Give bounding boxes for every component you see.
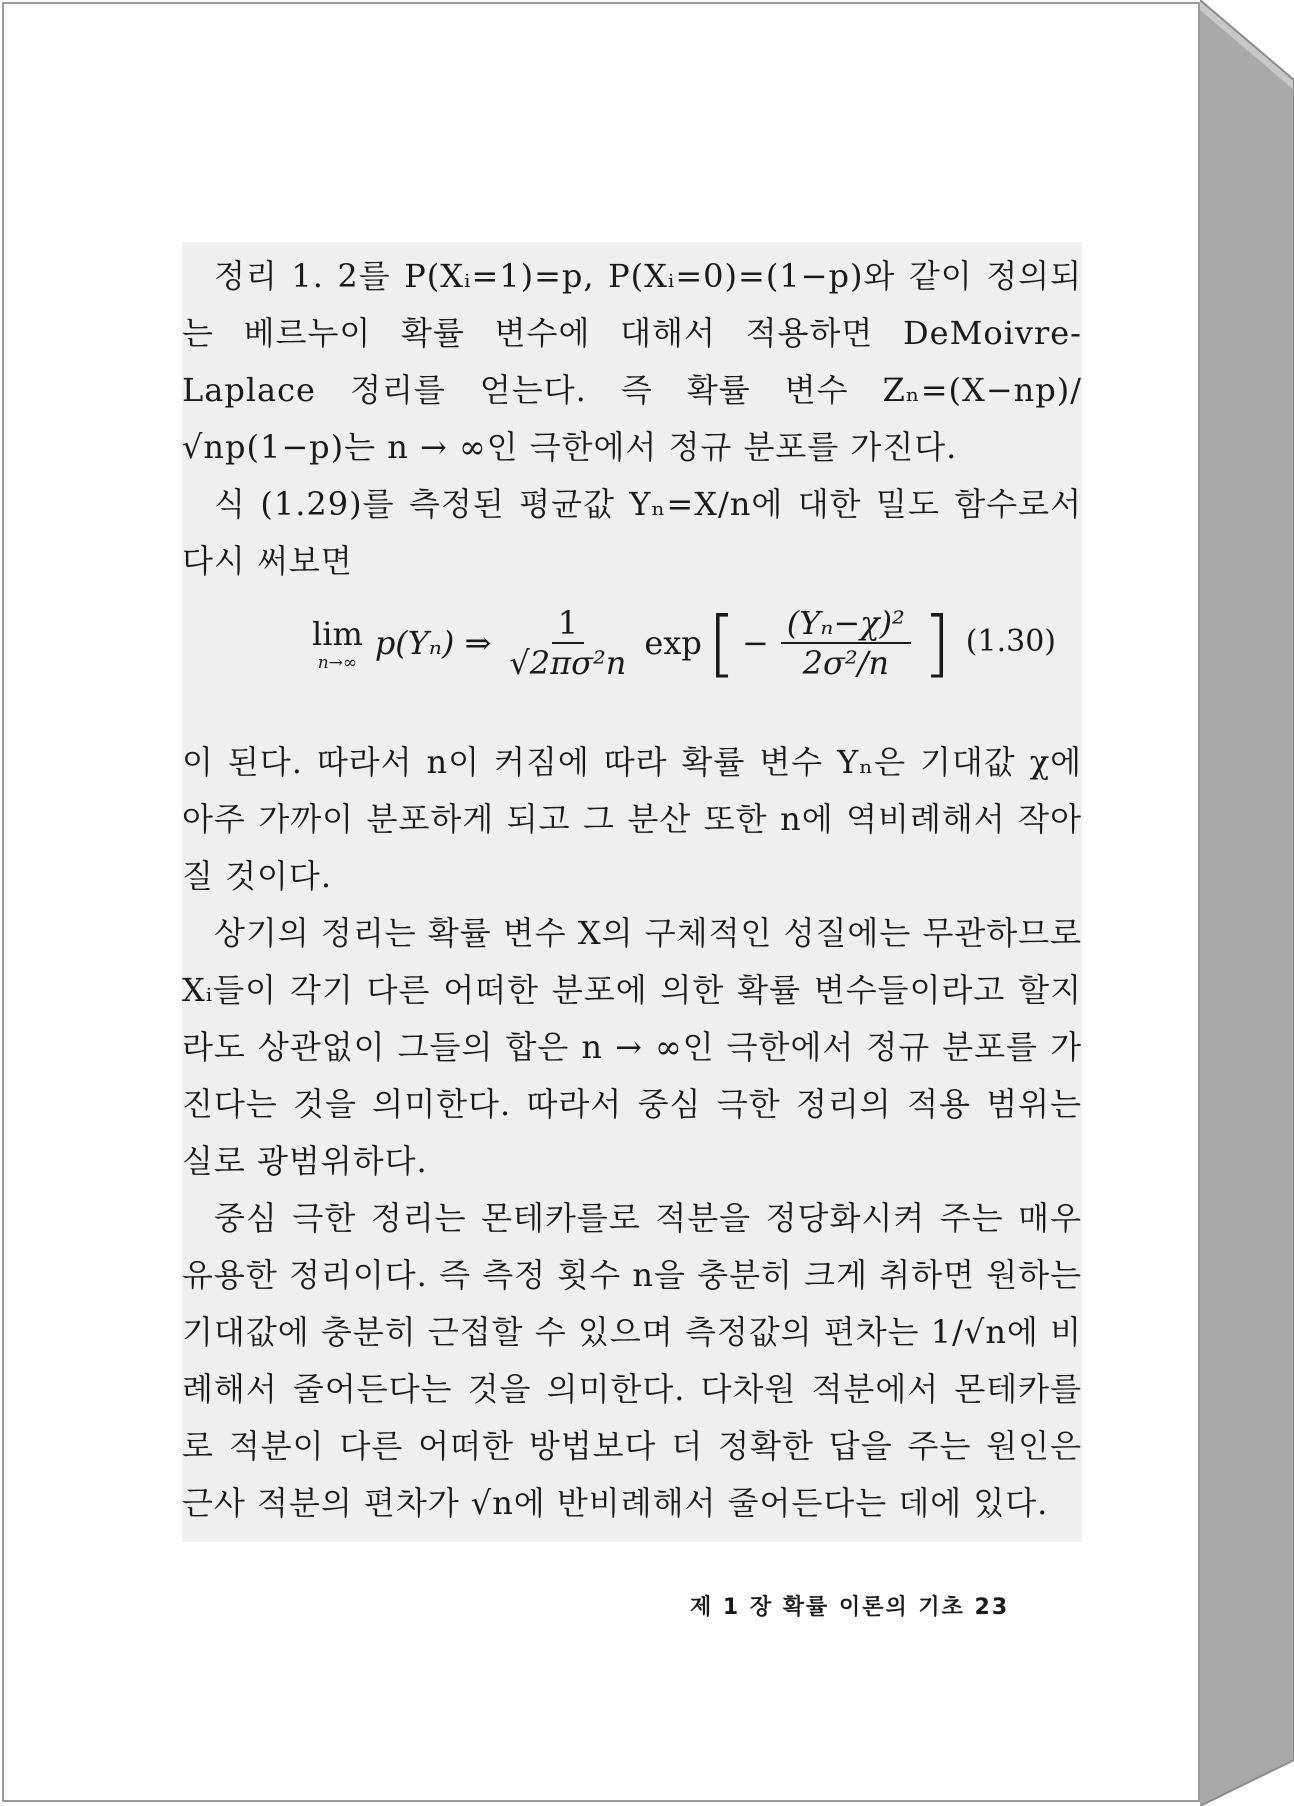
equation-body (312, 601, 951, 685)
paragraph-general-theorem: 상기의 정리는 확률 변수 X의 구체적인 성질에는 무관하므로 Xᵢ들이 각기 다른 어떠한 분포에 의한 확률 변수들이라고 할지라도 상관없이 그들의 합은 n → ∞인 극한에서 정규 분포를 가진다는 것을 의미한다. 따라서 중심 극한 정리의 적용 범위는 실로 광범위하다. (182, 914, 1082, 1180)
bracket-close: ] (922, 601, 951, 685)
page-footer: 제 1 장 확률 이론의 기초 23 (690, 1595, 1010, 1620)
paragraph-monte-carlo: 중심 극한 정리는 몬테카를로 적분을 정당화시켜 주는 매우 유용한 정리이다. 즉 측정 횟수 n을 충분히 크게 취하면 원하는 기대값에 충분히 근접할 수 있으며 측정값의 편차는 1/√n에 비례해서 줄어든다는 것을 의미한다. 다차원 적분에서 몬테카를로 적분이 다른 어떠한 방법보다 더 정확한 답을 주는 원인은 근사 적분의 편차가 √n에 반비례해서 줄어든다는 데에 있다. (182, 1199, 1082, 1522)
exponent-numerator: (Yₙ−χ)² (781, 604, 911, 644)
book-edge-side (1200, 0, 1294, 1806)
limit-text: lim (312, 615, 363, 653)
fraction-normalizer (503, 604, 632, 682)
fraction-numerator: 1 (552, 604, 584, 644)
exp-text: exp (644, 624, 702, 662)
minus-sign: − (741, 624, 769, 662)
bracket-open: [ (707, 601, 736, 685)
fraction-exponent (781, 604, 911, 682)
exponent-denominator: 2σ²/n (802, 644, 890, 682)
fraction-denominator: √2πσ²n (509, 644, 627, 682)
equation-number: (1.30) (965, 624, 1056, 659)
equation-1-30 (182, 600, 1082, 720)
equation-lhs: p(Yₙ) ⇒ (374, 624, 492, 662)
paragraph-variance: 이 된다. 따라서 n이 커짐에 따라 확률 변수 Yₙ은 기대값 χ에 아주 가까이 분포하게 되고 그 분산 또한 n에 역비례해서 작아질 것이다. (182, 743, 1082, 895)
text-block (182, 242, 1082, 1542)
limit-operator (312, 614, 363, 672)
limit-subscript: n→∞ (317, 653, 358, 673)
paragraph-demoivre-laplace: 정리 1. 2를 P(Xᵢ=1)=p, P(Xᵢ=0)=(1−p)와 같이 정의되는 베르누이 확률 변수에 대해서 적용하면 DeMoivre-Laplace 정리를 얻는다. 즉 확률 변수 Zₙ=(X−np)/√np(1−p)는 n → ∞인 극한에서 정규 분포를 가진다. (182, 257, 1082, 466)
paragraph-rewrite-density: 식 (1.29)를 측정된 평균값 Yₙ=X/n에 대한 밀도 함수로서 다시 써보면 (182, 485, 1082, 580)
